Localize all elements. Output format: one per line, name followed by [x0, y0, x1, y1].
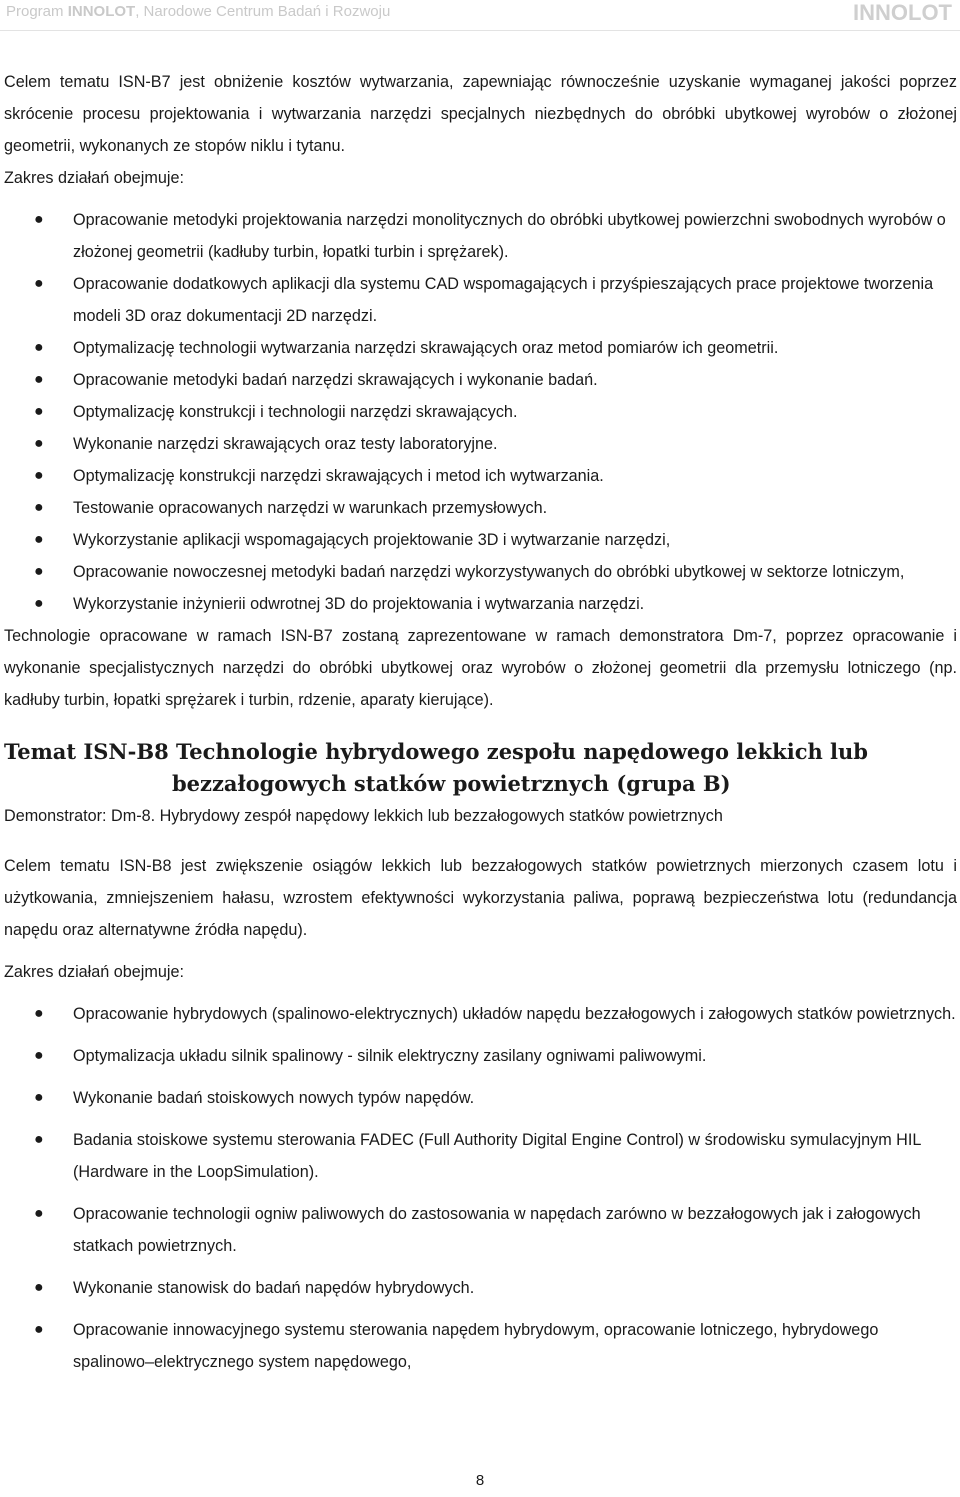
list-item: ● Opracowanie metodyki badań narzędzi skrawających i wykonanie badań.	[4, 364, 957, 396]
bullet-icon: ●	[34, 1089, 44, 1106]
b7-intro-paragraph: Celem tematu ISN-B7 jest obniżenie kosztów wytwarzania, zapewniając równocześnie uzyskanie wymaganej jakości poprzez skrócenie procesu projektowania i wytwarzania narzędzi specjalnych niezbędnych do obróbki ubytkowej wyrobów o złożonej geometrii, wykonanych ze stopów niklu i tytanu.	[4, 73, 957, 155]
b8-scope-label: Zakres działań obejmuje:	[4, 963, 184, 981]
b7-conclusion-paragraph: Technologie opracowane w ramach ISN-B7 zostaną zaprezentowane w ramach demonstratora Dm-7, poprzez opracowanie i wykonanie specjalistycznych narzędzi do obróbki ubytkowej oraz wyrobów o złożonej geometrii dla przemysłu lotniczego (np. kadłuby turbin, łopatki sprężarek i turbin, rdzenie, aparaty kierujące).	[4, 627, 957, 709]
document-body	[4, 66, 957, 1378]
list-item: ● Wykonanie stanowisk do badań napędów hybrydowych.	[4, 1272, 957, 1304]
bullet-icon: ●	[34, 1005, 44, 1022]
page-header	[0, 0, 960, 28]
list-item: ● Wykorzystanie aplikacji wspomagających projektowanie 3D i wytwarzanie narzędzi,	[4, 524, 957, 556]
bullet-icon: ●	[34, 403, 44, 420]
b8-intro-paragraph: Celem tematu ISN-B8 jest zwiększenie osiągów lekkich lub bezzałogowych statków powietrznych mierzonych czasem lotu i użytkowania, zmniejszeniem hałasu, wzrostem efektywności wykorzystania paliwa, poprawą bezpieczeństwa lotu (redundancja napędu oraz alternatywne źródła napędu).	[4, 857, 957, 939]
header-divider	[0, 30, 960, 31]
b7-scope-label: Zakres działań obejmuje:	[4, 169, 184, 187]
b8-scope-list	[4, 998, 957, 1378]
list-item: ● Optymalizacja układu silnik spalinowy - silnik elektryczny zasilany ogniwami paliwowymi.	[4, 1040, 957, 1072]
bullet-icon: ●	[34, 275, 44, 292]
bullet-icon: ●	[34, 1047, 44, 1064]
list-item: ● Optymalizację technologii wytwarzania narzędzi skrawających oraz metod pomiarów ich geometrii.	[4, 332, 957, 364]
bullet-icon: ●	[34, 531, 44, 548]
header-logo-text: INNOLOT	[853, 0, 952, 25]
bullet-icon: ●	[34, 563, 44, 580]
list-item: ● Wykorzystanie inżynierii odwrotnej 3D do projektowania i wytwarzania narzędzi.	[4, 588, 957, 620]
list-item: ● Opracowanie innowacyjnego systemu sterowania napędem hybrydowym, opracowanie lotniczego, hybrydowego spalinowo–elektrycznego system napędowego,	[4, 1314, 957, 1378]
bullet-icon: ●	[34, 499, 44, 516]
list-item: ● Optymalizację konstrukcji i technologii narzędzi skrawających.	[4, 396, 957, 428]
b7-scope-list	[4, 204, 957, 620]
header-program-title: Program INNOLOT, Narodowe Centrum Badań i Rozwoju	[6, 3, 391, 20]
list-item: ● Opracowanie metodyki projektowania narzędzi monolitycznych do obróbki ubytkowej powierzchni swobodnych wyrobów o złożonej geometrii (kadłuby turbin, łopatki turbin i sprężarek).	[4, 204, 957, 268]
b8-demonstrator-line: Demonstrator: Dm-8. Hybrydowy zespół napędowy lekkich lub bezzałogowych statków powietrznych	[4, 807, 723, 825]
list-item: ● Wykonanie narzędzi skrawających oraz testy laboratoryjne.	[4, 428, 957, 460]
bullet-icon: ●	[34, 1205, 44, 1222]
bullet-icon: ●	[34, 1321, 44, 1338]
bullet-icon: ●	[34, 1279, 44, 1296]
bullet-icon: ●	[34, 211, 44, 228]
bullet-icon: ●	[34, 1131, 44, 1148]
list-item: ● Opracowanie nowoczesnej metodyki badań narzędzi wykorzystywanych do obróbki ubytkowej w sektorze lotniczym,	[4, 556, 957, 588]
bullet-icon: ●	[34, 339, 44, 356]
list-item: ● Testowanie opracowanych narzędzi w warunkach przemysłowych.	[4, 492, 957, 524]
bullet-icon: ●	[34, 467, 44, 484]
list-item: ● Wykonanie badań stoiskowych nowych typów napędów.	[4, 1082, 957, 1114]
bullet-icon: ●	[34, 595, 44, 612]
b8-section-title: Temat ISN-B8 Technologie hybrydowego zespołu napędowego lekkich lub bezzałogowych statków powietrznych (grupa B)	[4, 739, 868, 796]
list-item: ● Optymalizację konstrukcji narzędzi skrawających i metod ich wytwarzania.	[4, 460, 957, 492]
bullet-icon: ●	[34, 371, 44, 388]
list-item: ● Opracowanie technologii ogniw paliwowych do zastosowania w napędach zarówno w bezzałogowych jak i załogowych statkach powietrznych.	[4, 1198, 957, 1262]
page-number: 8	[475, 1472, 485, 1489]
bullet-icon: ●	[34, 435, 44, 452]
list-item: ● Opracowanie hybrydowych (spalinowo-elektrycznych) układów napędu bezzałogowych i załogowych statków powietrznych.	[4, 998, 957, 1030]
list-item: ● Opracowanie dodatkowych aplikacji dla systemu CAD wspomagających i przyśpieszających prace projektowe tworzenia modeli 3D oraz dokumentacji 2D narzędzi.	[4, 268, 957, 332]
list-item: ● Badania stoiskowe systemu sterowania FADEC (Full Authority Digital Engine Control) w środowisku symulacyjnym HIL (Hardware in the LoopSimulation).	[4, 1124, 957, 1188]
